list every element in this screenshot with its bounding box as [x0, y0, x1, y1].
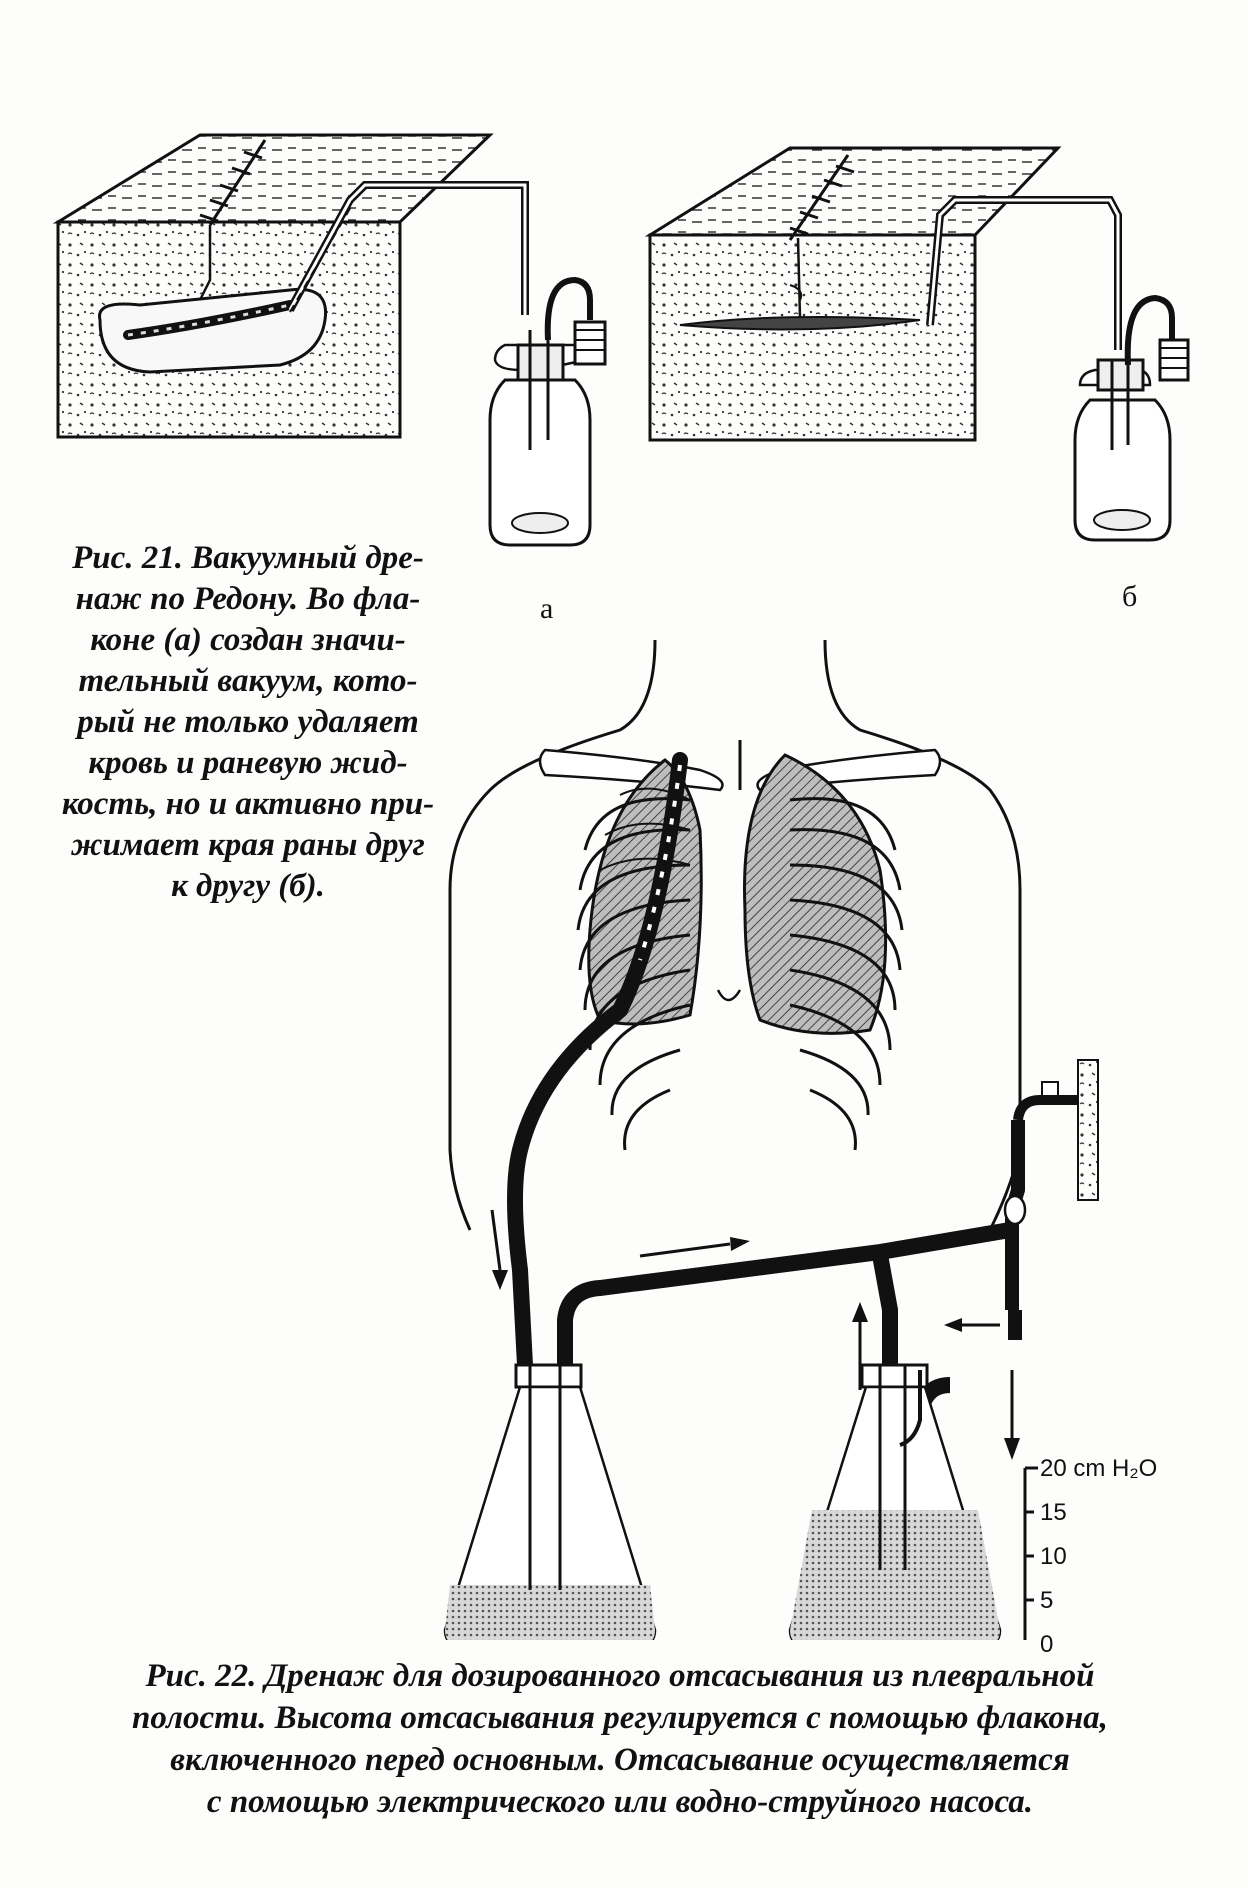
pressure-scale — [1025, 1468, 1038, 1640]
caption-line: к другу (б). — [171, 868, 325, 904]
left-collection-flask — [445, 1365, 655, 1640]
connecting-tube — [565, 1230, 1010, 1460]
figure-22-illustration — [0, 630, 1248, 1640]
caption-line: жимает края раны друг — [71, 827, 425, 863]
caption-line: Дренаж для дозированного отсасывания из плевральной — [264, 1658, 1095, 1694]
scale-tick-label: 15 — [1040, 1499, 1067, 1526]
water-faucet — [1004, 1060, 1098, 1460]
scale-tick-label: 0 — [1040, 1631, 1054, 1658]
caption-line: наж по Редону. Во фла- — [75, 581, 421, 617]
panel-a-drawing — [58, 135, 605, 545]
caption-line: с помощью электрического или водно-струйного насоса. — [206, 1784, 1034, 1820]
right-regulating-flask — [790, 1365, 1000, 1640]
scale-tick-label: 20 cm H₂O — [1040, 1455, 1158, 1482]
scale-tick-label: 10 — [1040, 1543, 1067, 1570]
scale-unit: cm H₂O — [1073, 1455, 1158, 1482]
caption-line: полости. Высота отсасывания регулируется с помощью флакона, — [132, 1700, 1108, 1736]
caption-line: рый не только удаляет — [77, 704, 419, 740]
figure-21-label: Рис. 21. — [72, 540, 183, 576]
figure-22-label: Рис. 22. — [145, 1658, 257, 1694]
caption-line: тельный вакуум, кото- — [78, 663, 418, 699]
figure-22-caption — [60, 1655, 1180, 1823]
torso-drawing — [450, 640, 1020, 1230]
panel-b-label: б — [1122, 580, 1138, 613]
caption-line: кровь и раневую жид- — [88, 745, 408, 781]
scale-tick-label: 5 — [1040, 1587, 1054, 1614]
panel-a-label: а — [540, 592, 554, 625]
caption-line: включенного перед основным. Отсасывание осуществляется — [170, 1742, 1070, 1778]
caption-line: кость, но и активно при- — [61, 786, 435, 822]
caption-line: коне (а) создан значи- — [90, 622, 406, 658]
caption-line: Вакуумный дре- — [191, 540, 424, 576]
panel-b-drawing — [650, 148, 1188, 540]
